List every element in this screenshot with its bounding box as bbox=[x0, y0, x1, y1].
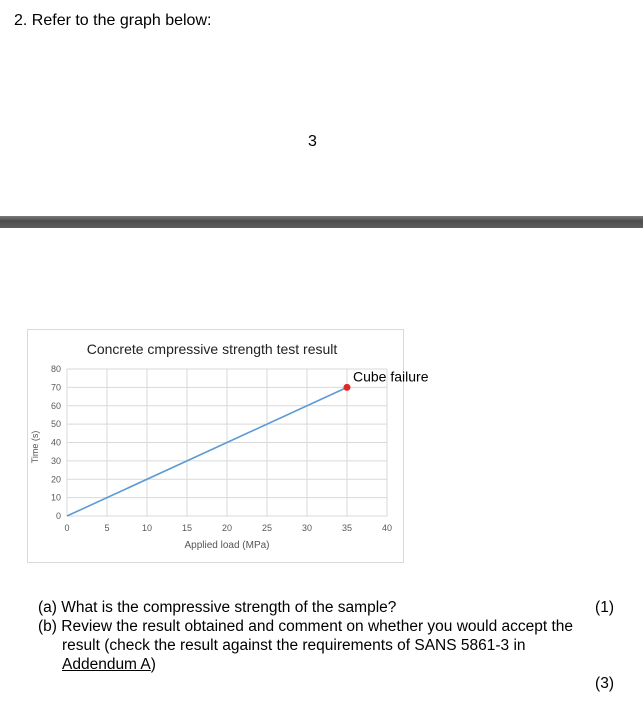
x-tick-label: 30 bbox=[301, 523, 313, 533]
addendum-link[interactable]: Addendum A bbox=[62, 656, 151, 673]
y-tick-label: 60 bbox=[50, 400, 61, 411]
questions bbox=[38, 598, 628, 692]
question-b-line1: (b) Review the result obtained and comment on whether you would accept the bbox=[38, 618, 574, 635]
failure-point-marker bbox=[344, 384, 351, 391]
question-b-marks: (3) bbox=[595, 675, 614, 692]
question-b-line3 bbox=[38, 655, 628, 674]
page-number: 3 bbox=[308, 133, 317, 150]
page-divider bbox=[0, 216, 643, 228]
y-tick-label: 80 bbox=[50, 364, 61, 374]
chart-title: Concrete cmpressive strength test result bbox=[86, 341, 338, 357]
x-tick-label: 25 bbox=[261, 523, 273, 533]
question-a-marks: (1) bbox=[595, 599, 614, 616]
y-tick-label: 0 bbox=[55, 511, 61, 521]
question-b bbox=[38, 617, 628, 692]
y-tick-label: 40 bbox=[50, 437, 61, 448]
strength-chart bbox=[28, 330, 429, 562]
question-b-line2: result (check the result against the requirements of SANS 5861-3 in bbox=[62, 637, 526, 654]
y-tick-label: 30 bbox=[50, 455, 61, 466]
x-tick-label: 0 bbox=[64, 523, 70, 533]
chart-frame bbox=[27, 329, 429, 563]
x-tick-label: 10 bbox=[141, 523, 153, 533]
question-b-line3-tail: ) bbox=[150, 656, 156, 673]
x-tick-label: 15 bbox=[181, 523, 193, 533]
x-tick-label: 35 bbox=[341, 523, 353, 533]
x-tick-label: 20 bbox=[221, 523, 233, 533]
x-tick-label: 40 bbox=[381, 523, 393, 533]
y-tick-label: 70 bbox=[50, 382, 61, 393]
y-tick-label: 10 bbox=[50, 492, 61, 503]
y-tick-label: 50 bbox=[50, 419, 61, 430]
x-axis-label: Applied load (MPa) bbox=[184, 540, 270, 551]
y-axis-label: Time (s) bbox=[30, 430, 40, 464]
question-a-text: (a) What is the compressive strength of the sample? bbox=[38, 599, 397, 616]
question-heading: 2. Refer to the graph below: bbox=[14, 12, 212, 29]
x-tick-label: 5 bbox=[104, 523, 110, 533]
question-a bbox=[38, 598, 628, 617]
series-line bbox=[67, 387, 347, 516]
cube-failure-label: Cube failure bbox=[353, 368, 429, 385]
y-tick-label: 20 bbox=[50, 474, 61, 485]
